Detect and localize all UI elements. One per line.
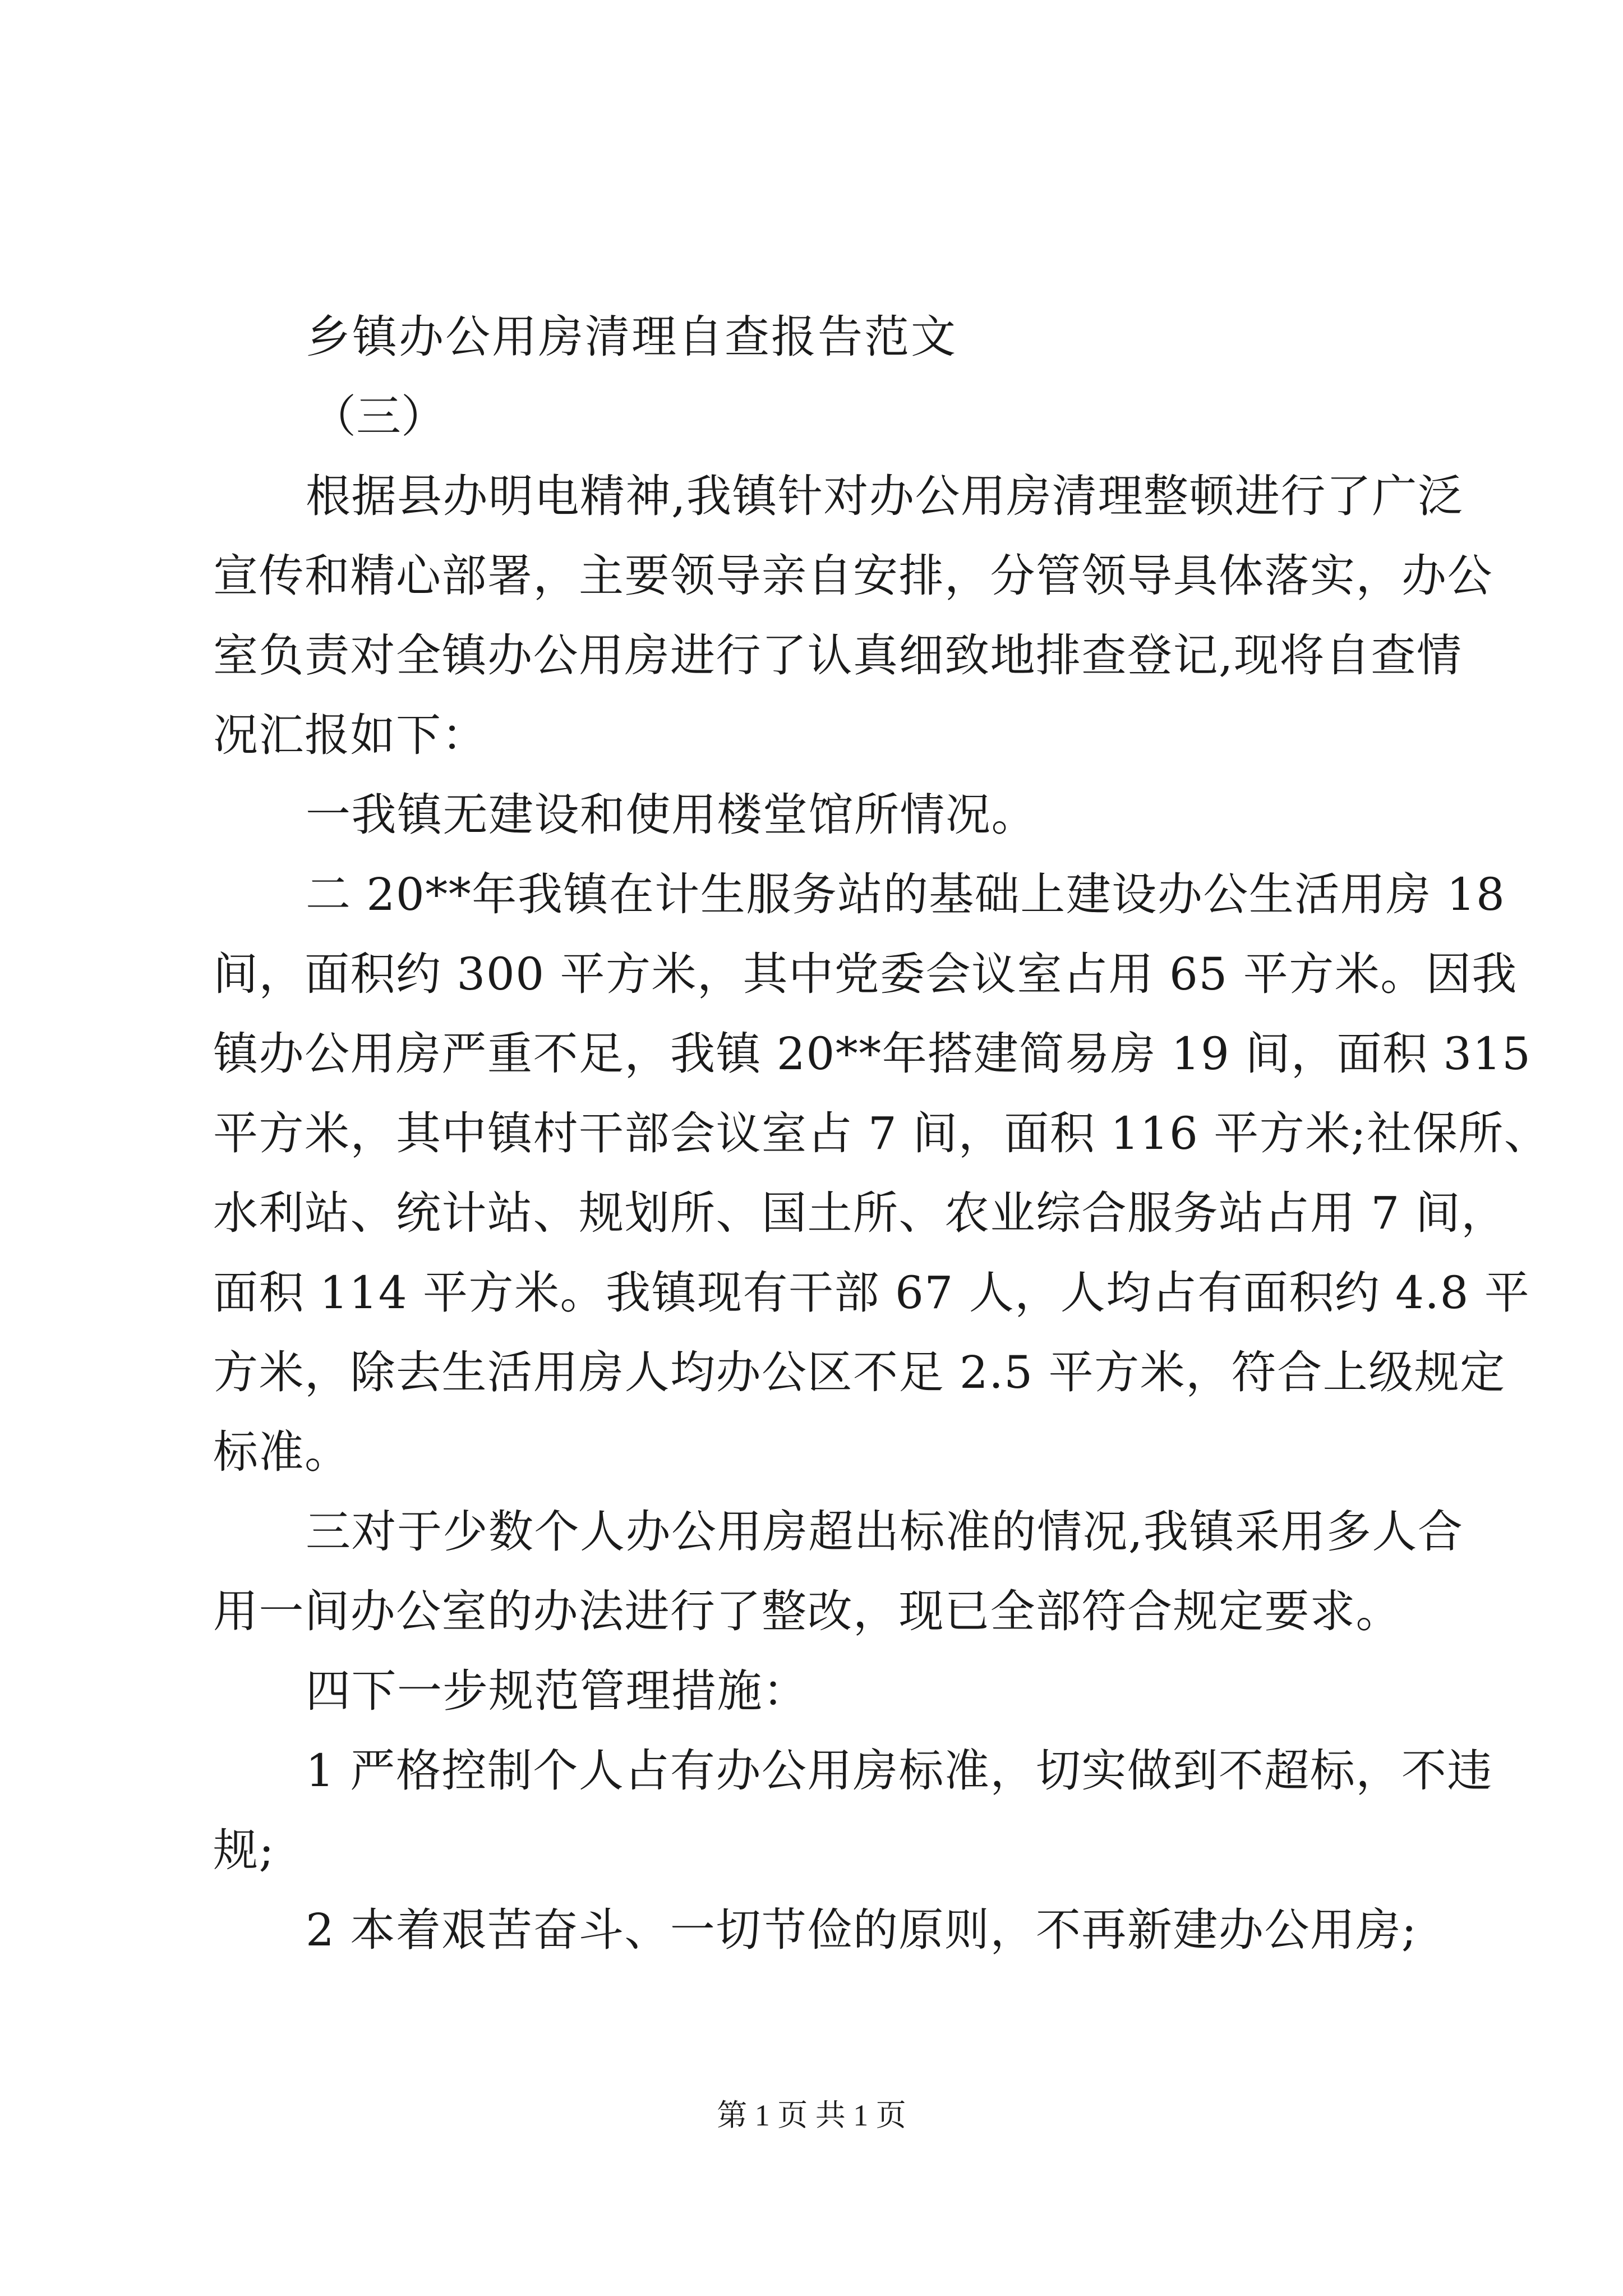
paragraph-line: 镇办公用房严重不足，我镇 20**年搭建简易房 19 间，面积 315 (213, 1028, 1532, 1080)
paragraph-line: 根据县办明电精神,我镇针对办公用房清理整顿进行了广泛 (306, 470, 1464, 522)
paragraph-line: 一我镇无建设和使用楼堂馆所情况。 (306, 789, 1037, 841)
paragraph (213, 1651, 1447, 1731)
paragraph-line: 水利站、统计站、规划所、国土所、农业综合服务站占用 7 间， (213, 1187, 1507, 1239)
paragraph-line: 三对于少数个人办公用房超出标准的情况,我镇采用多人合 (306, 1506, 1464, 1558)
paragraph-line: 宣传和精心部署，主要领导亲自安排，分管领导具体落实，办公 (213, 550, 1493, 602)
paragraph-line: 2 本着艰苦奋斗、一切节俭的原则，不再新建办公用房; (306, 1904, 1418, 1956)
paragraph (213, 1492, 1464, 1651)
paragraph-line: 间，面积约 300 平方米，其中党委会议室占用 65 平方米。因我 (213, 948, 1518, 1000)
paragraph-line: 平方米，其中镇村干部会议室占 7 间，面积 116 平方米;社保所、 (213, 1107, 1550, 1159)
paragraph-line: 规; (213, 1824, 275, 1876)
page-number-footer: 第 1 页 共 1 页 (717, 2099, 906, 2132)
document-title: 乡镇办公用房清理自查报告范文 (306, 311, 957, 363)
paragraph-line: 1 严格控制个人占有办公用房标准，切实做到不超标，不违 (306, 1745, 1493, 1797)
paragraph-line: 况汇报如下： (213, 709, 487, 761)
paragraph-line: 用一间办公室的办法进行了整改，现已全部符合规定要求。 (213, 1585, 1401, 1637)
paragraph (213, 1731, 1493, 1890)
paragraph-line: 方米，除去生活用房人均办公区不足 2.5 平方米，符合上级规定 (213, 1346, 1506, 1398)
paragraph-line: 面积 114 平方米。我镇现有干部 67 人，人均占有面积约 4.8 平 (213, 1267, 1530, 1319)
paragraph-line: 四下一步规范管理措施： (306, 1665, 809, 1717)
paragraph-line: 标准。 (213, 1426, 351, 1478)
document-body (213, 297, 1550, 1970)
paragraph (213, 1890, 1447, 1970)
paragraph-line: 室负责对全镇办公用房进行了认真细致地排查登记,现将自查情 (213, 629, 1463, 682)
document-subtitle: （三） (311, 390, 446, 443)
paragraph (213, 855, 1550, 1492)
paragraph-line: 二 20**年我镇在计生服务站的基础上建设办公生活用房 18 (306, 868, 1506, 921)
paragraph (213, 457, 1493, 775)
paragraph (213, 775, 1447, 855)
